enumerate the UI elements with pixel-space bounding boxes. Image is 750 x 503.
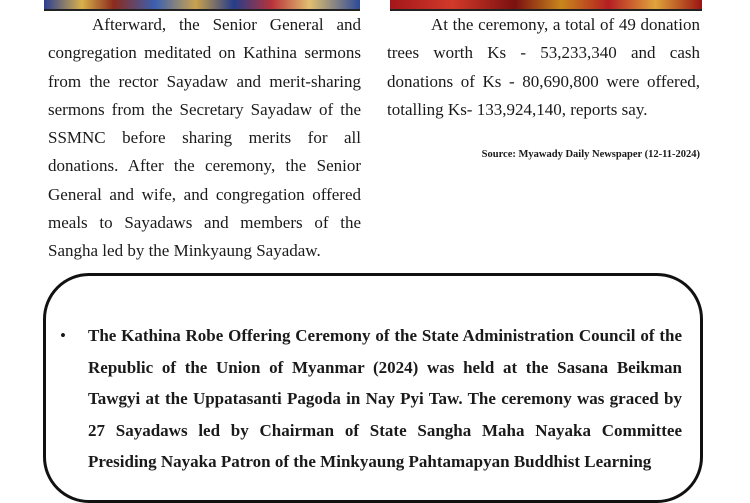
article-paragraph-left: Afterward, the Senior General and congregation meditated on Kathina sermons from the rector Sayadaw and merit-sharing sermons from the Secretary Sayadaw of the SSMNC before sharing merits for all donations. After the ceremony, the Senior General and wife, and congregation offered meals to Sayadaws and members of the Sangha led by the Minkyaung Sayadaw.	[48, 15, 361, 261]
bullet-point: •	[60, 326, 66, 345]
article-paragraph-right: At the ceremony, a total of 49 donation trees worth Ks - 53,233,340 and cash donations of Ks - 80,690,800 were offered, totalling Ks- 133,924,140, reports say.	[387, 15, 700, 119]
photo-left	[44, 0, 360, 11]
source-citation: Source: Myawady Daily Newspaper (12-11-2024)	[481, 149, 700, 160]
photo-right	[390, 0, 702, 11]
highlight-text: The Kathina Robe Offering Ceremony of the State Administration Council of the Republic of the Union of Myanmar (2024) was held at the Sasana Beikman Tawgyi at the Uppatasanti Pagoda in Nay Pyi Taw. The ceremony was graced by 27 Sayadaws led by Chairman of State Sangha Maha Nayaka Committee Presiding Nayaka Patron of the Minkyaung Pahtamapyan Buddhist Learning	[88, 326, 682, 471]
